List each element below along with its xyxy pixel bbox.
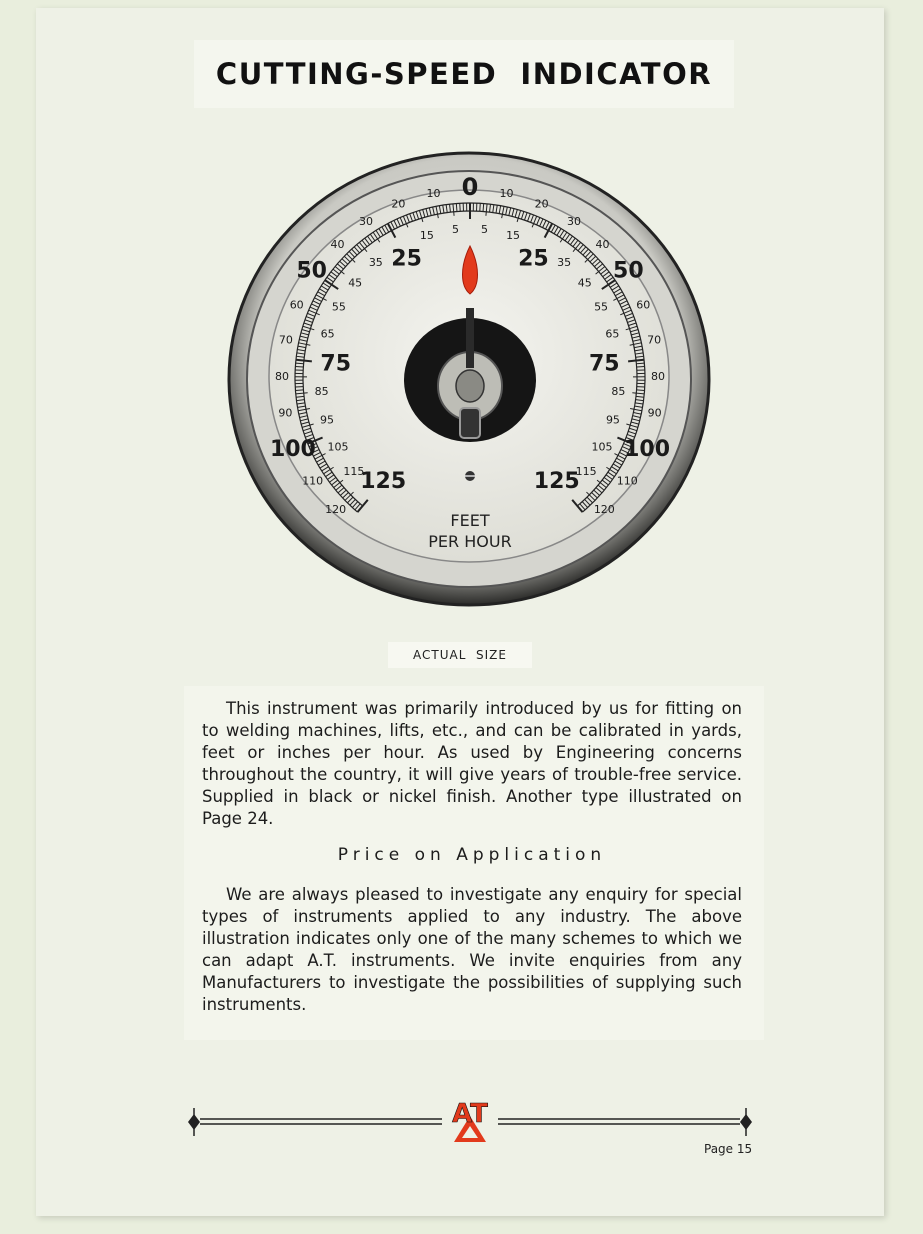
scale-label-inner-left: 65 xyxy=(320,327,335,341)
scale-label-outer-left: 110 xyxy=(302,474,324,488)
scale-tick-right xyxy=(636,363,644,364)
scale-label-outer-right: 20 xyxy=(534,197,549,211)
scale-label-inner-right: 115 xyxy=(575,464,597,478)
scale-label-outer-left: 60 xyxy=(289,298,304,312)
scale-label-inner-left: 115 xyxy=(343,464,365,478)
left-ornament-icon xyxy=(188,1108,200,1136)
scale-tick-right xyxy=(483,204,484,212)
scale-label-inner-right: 45 xyxy=(577,276,592,290)
scale-tick-left xyxy=(295,390,303,391)
scale-label-outer-left: 20 xyxy=(391,197,406,211)
scale-label-inner-left: 55 xyxy=(331,300,346,314)
scale-tick-left xyxy=(456,204,457,212)
scale-label-inner-left: 105 xyxy=(327,440,349,454)
scale-label-outer-right: 120 xyxy=(593,503,615,517)
scale-label-inner-right: 95 xyxy=(605,413,620,427)
dial-unit-line2: PER HOUR xyxy=(428,532,512,551)
dial-unit-line1: FEET xyxy=(450,511,490,530)
scale-tick-right xyxy=(637,390,645,391)
scale-label-outer-left: 120 xyxy=(325,503,347,517)
description-paragraph: This instrument was primarily introduced by us for fitting on to welding machines, lifts, etc., and can be calibrated in yards, feet or inches per hour. As used by Engineering concerns throughout the country, it will give years of trouble-free service. Supplied in black or nickel finish. Another type illustrated on Page 24. xyxy=(202,699,742,828)
page-number: Page 15 xyxy=(704,1142,753,1156)
page-title: CUTTING-SPEED INDICATOR xyxy=(215,57,713,91)
caption-box xyxy=(388,642,532,668)
scale-label-major-right: 125 xyxy=(533,468,580,494)
right-ornament-icon xyxy=(740,1108,752,1136)
scale-label-inner-right: 85 xyxy=(611,385,626,399)
scale-label-outer-left: 30 xyxy=(358,214,373,228)
scale-label-outer-left: 10 xyxy=(426,187,441,201)
scale-label-inner-left: 35 xyxy=(368,256,383,270)
scale-label-outer-right: 110 xyxy=(616,474,638,488)
scale-label-inner-right: 65 xyxy=(605,327,620,341)
scale-label-outer-right: 90 xyxy=(647,406,662,420)
scale-label-outer-left: 80 xyxy=(275,370,290,384)
title-box xyxy=(194,40,734,108)
scale-label-major-left: 125 xyxy=(360,468,407,494)
scale-label-inner-right: 35 xyxy=(557,256,572,270)
scale-label-outer-right: 40 xyxy=(595,238,610,252)
pointer-stem xyxy=(466,308,474,368)
image-caption: ACTUAL SIZE xyxy=(413,648,507,662)
scale-label-outer-right: 80 xyxy=(650,370,665,384)
footer-rule xyxy=(186,1094,766,1154)
speed-dial xyxy=(224,148,714,610)
scale-label-outer-right: 60 xyxy=(636,298,651,312)
scale-label-major-left: 75 xyxy=(320,351,352,377)
price-line: Price on Application xyxy=(337,845,607,865)
scale-label-major-right: 100 xyxy=(624,437,671,463)
scale-label-major-right: 50 xyxy=(613,258,644,284)
scale-label-inner-right: 15 xyxy=(506,228,521,242)
scale-label-inner-left: 5 xyxy=(451,223,459,237)
scale-label-major-left: 50 xyxy=(296,258,327,284)
description-box xyxy=(184,686,764,1040)
enquiry-paragraph: We are always pleased to investigate any enquiry for special types of instruments applied to any industry. The above illustration indicates only one of the many schemes to which we can adapt A.T. instruments. We invite enquiries from any Manufacturers to investigate the possibilities of supplying such instruments. xyxy=(202,885,742,1014)
scale-tick-left xyxy=(295,367,303,368)
scale-label-outer-right: 30 xyxy=(567,214,582,228)
scale-label-outer-right: 10 xyxy=(499,187,514,201)
scale-label-major-right: 75 xyxy=(588,351,620,377)
at-logo-icon xyxy=(452,1099,488,1142)
scale-label-major-left: 25 xyxy=(391,246,422,272)
scale-label-major-right: 25 xyxy=(518,246,549,272)
scale-label-outer-right: 70 xyxy=(647,333,662,347)
scale-label-inner-right: 55 xyxy=(594,300,609,314)
scale-label-inner-right: 5 xyxy=(481,223,489,237)
scale-label-inner-right: 105 xyxy=(591,440,613,454)
logo-text: AT xyxy=(452,1099,488,1129)
scale-label-inner-left: 85 xyxy=(314,385,329,399)
scale-label-inner-left: 45 xyxy=(348,276,363,290)
scale-label-outer-left: 40 xyxy=(330,238,345,252)
scale-label-outer-left: 70 xyxy=(278,333,293,347)
scale-label-major-left: 100 xyxy=(269,437,316,463)
scale-label-outer-left: 90 xyxy=(278,406,293,420)
scale-tick-left xyxy=(296,363,304,364)
scale-tick-right xyxy=(637,367,645,368)
scale-label-inner-left: 15 xyxy=(419,228,434,242)
scale-label-inner-left: 95 xyxy=(320,413,335,427)
scale-label-zero: 0 xyxy=(461,173,479,201)
